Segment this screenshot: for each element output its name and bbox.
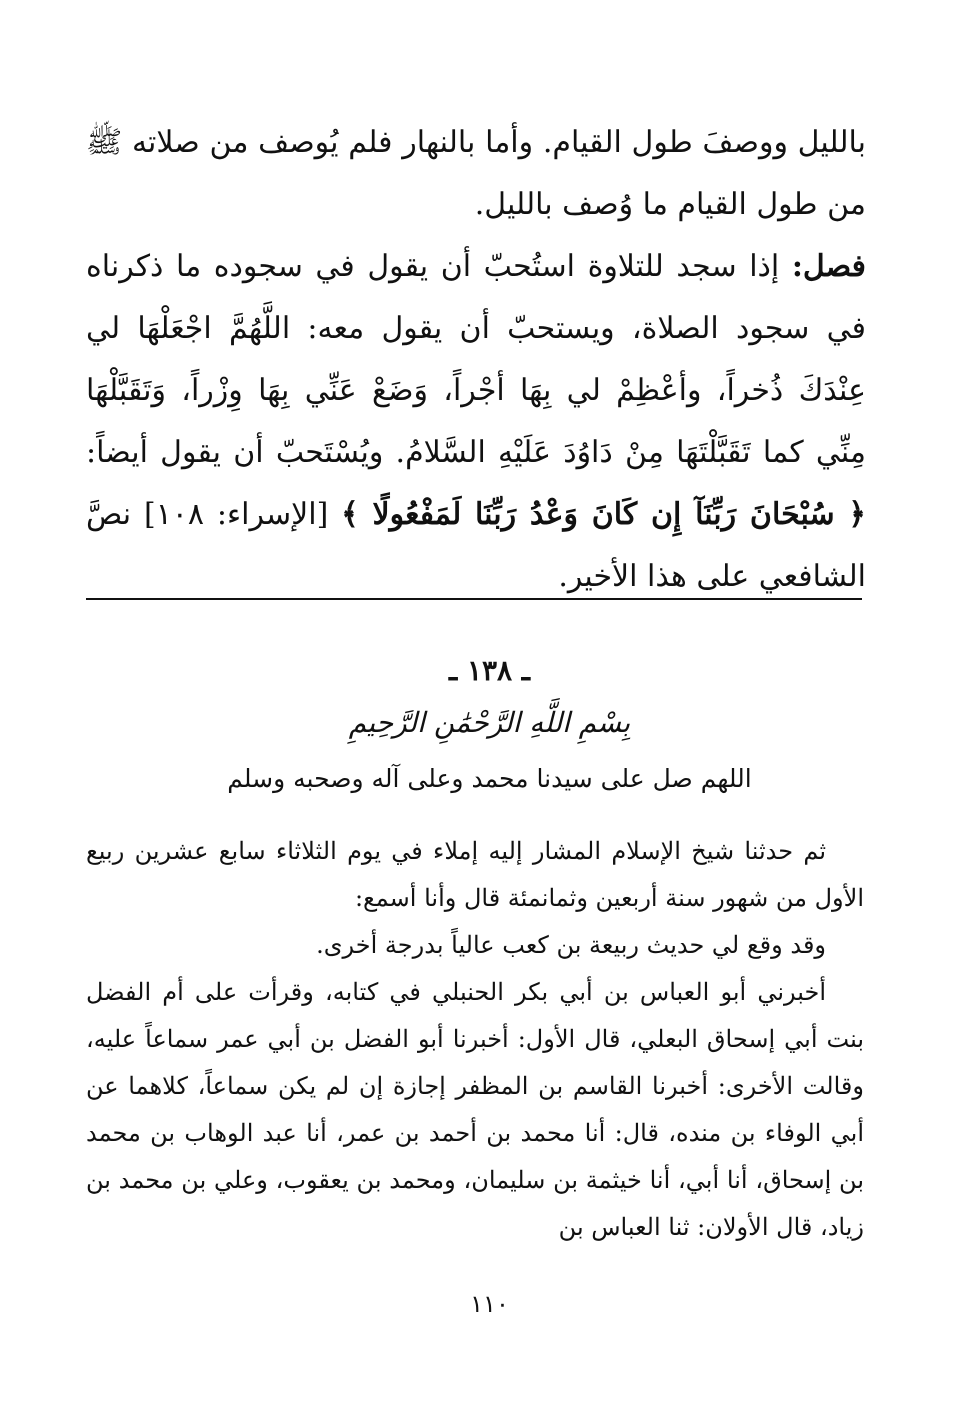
bottom-text-block xyxy=(86,828,864,1251)
page-number: ١١٠ xyxy=(470,1290,509,1318)
fasl-text: إذا سجد للتلاوة استُحبّ أن يقول في سجوده ما ذكرناه في سجود الصلاة، ويستحبّ أن يقول معه: اللَّهُمَّ اجْعَلْهَا لي عِنْدَكَ ذُخراً، وأعْظِمْ لي بِهَا أجْراً، وَضَعْ عَنِّي بِهَا وِزْراً، وَتَقَبَّلْهَا مِنِّي كما تَقَبَّلْتَهَا مِنْ دَاوُدَ عَلَيْهِ السَّلامُ. ويُسْتَحبّ أن يقول أيضاً: xyxy=(86,249,866,470)
quran-verse: ﴿ سُبْحَانَ رَبِّنَآ إِن كَانَ وَعْدُ رَبِّنَا لَمَفْعُولًا ﴾ xyxy=(341,497,867,532)
basmala-calligraphy: بِسْمِ اللَّهِ الرَّحْمَٰنِ الرَّحِيمِ xyxy=(348,706,631,739)
top-text-block xyxy=(86,112,866,608)
hadith-number: ـ ١٣٨ ـ xyxy=(448,654,531,687)
fasl-label: فصل: xyxy=(791,249,866,284)
top-paragraph-1: بالليل ووصفَ طول القيام. وأما بالنهار فلم يُوصف من صلاته ﷺ من طول القيام ما وُصف بالليل. xyxy=(86,125,866,222)
bottom-paragraph-2: وقد وقع لي حديث ربيعة بن كعب عالياً بدرجة أخرى. xyxy=(316,931,826,959)
fasl-tail: [الإسراء: ١٠٨] نصَّ الشافعي على هذا الأخير. xyxy=(86,497,866,594)
salawat-line: اللهم صل على سيدنا محمد وعلى آله وصحبه وسلم xyxy=(227,764,752,793)
bottom-paragraph-3: أخبرني أبو العباس بن أبي بكر الحنبلي في كتابه، وقرأت على أم الفضل بنت أبي إسحاق البعلي، قال الأول: أخبرنا أبو الفضل بن أبي عمر سماعاً عليه، وقالت الأخرى: أخبرنا القاسم بن المظفر إجازة إن لم يكن سماعاً، كلاهما عن أبي الوفاء بن منده، قال: أنا محمد بن أحمد بن عمر، أنا عبد الوهاب بن محمد بن إسحاق، أنا أبي، أنا خيثمة بن سليمان، ومحمد بن يعقوب، وعلي بن محمد بن زياد، قال الأولان: ثنا العباس بن xyxy=(86,978,864,1241)
bottom-paragraph-1: ثم حدثنا شيخ الإسلام المشار إليه إملاء في يوم الثلاثاء سابع عشرين ربيع الأول من شهور سنة أربعين وثمانمئة قال وأنا أسمع: xyxy=(86,837,864,912)
footnote-divider xyxy=(86,598,862,600)
top-paragraph-2 xyxy=(86,236,866,608)
